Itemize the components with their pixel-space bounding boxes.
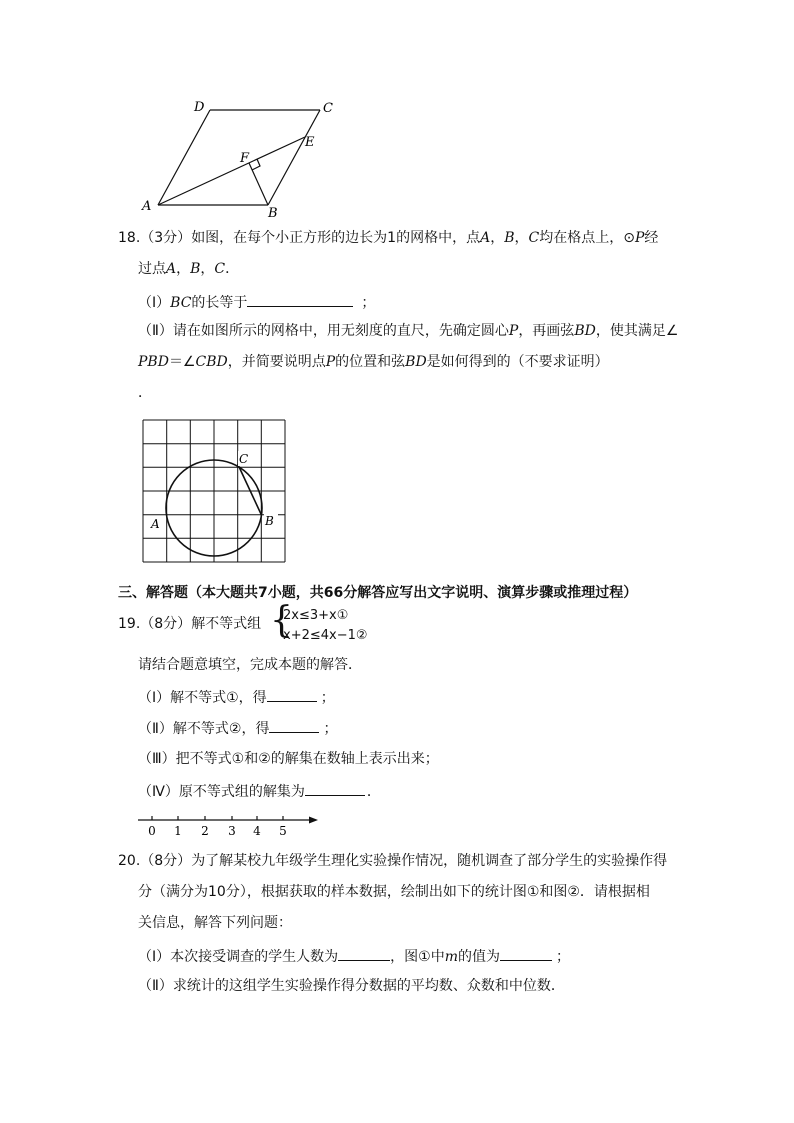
segment-bc-label: BC <box>170 295 192 311</box>
tick-3: 3 <box>228 824 236 838</box>
side-cb <box>268 110 320 205</box>
point-p-3: P <box>325 354 336 370</box>
q20-part2: （Ⅱ）求统计的这组学生实验操作得分数据的平均数、众数和中位数． <box>138 978 565 994</box>
q20-part1-blank2[interactable] <box>500 946 552 961</box>
q20-line3: 关信息，解答下列问题： <box>138 915 292 931</box>
q19-part2-text: （Ⅱ）解不等式②，得 <box>138 721 270 737</box>
q20-part1-c: 的值为 <box>457 949 500 965</box>
q18-line2-end: ． <box>225 261 240 277</box>
q19-number: 19. <box>118 616 141 632</box>
system-brace: { <box>270 600 293 641</box>
q20-part1-end: ； <box>555 949 570 965</box>
segment-bf <box>249 163 268 205</box>
grid-label-a: A <box>151 517 160 531</box>
point-a-2: A <box>166 261 177 277</box>
point-b: B <box>504 230 515 246</box>
q19-part1-text: （Ⅰ）解不等式①，得 <box>138 690 267 706</box>
q19-part2-end: ； <box>323 721 338 737</box>
grid-label-b: B <box>265 514 274 528</box>
ineq-2: x+2≤4x−1② <box>283 628 368 643</box>
q18-part1 <box>138 292 375 312</box>
q18-part2-text-a: 请在如图所示的网格中，用无刻度的直尺，先确定圆心 <box>172 323 509 339</box>
tick-5: 5 <box>279 824 287 838</box>
q19-intro: 请结合题意填空，完成本题的解答． <box>138 657 362 673</box>
q20-line1 <box>118 852 667 870</box>
tick-0: 0 <box>148 824 156 838</box>
q19-part4 <box>138 781 381 801</box>
q19-part4-blank[interactable] <box>305 781 365 796</box>
q18-part2-label: （Ⅱ） <box>138 323 173 339</box>
q19-part1-blank[interactable] <box>267 687 317 702</box>
q18-dot: ． <box>138 385 152 401</box>
q18-eq: ＝∠ <box>168 354 196 370</box>
tick-2: 2 <box>201 824 209 838</box>
label-d: D <box>194 100 205 115</box>
q18-part1-text: 的长等于 <box>191 295 248 311</box>
q19-score: （8分） <box>140 616 192 632</box>
q18-part2-text-b: ，再画弦 <box>518 323 575 339</box>
q19-part1 <box>138 687 335 707</box>
q20-part1 <box>138 946 570 966</box>
label-f: F <box>240 151 250 166</box>
label-a: A <box>142 199 152 214</box>
q18-part2-text-c: ，使其满足∠ <box>595 323 679 339</box>
point-p-2: P <box>508 323 519 339</box>
q18-stem-a: 如图，在每个小正方形的边长为1的网格中，点 <box>191 230 481 246</box>
point-p: P <box>634 230 645 246</box>
section-heading: 三、解答题（本大题共7小题，共66分解答应写出文字说明、演算步骤或推理过程） <box>118 585 638 601</box>
q19-part4-text: （Ⅳ）原不等式组的解集为 <box>138 784 305 800</box>
parallelogram-figure <box>130 95 333 221</box>
q19-stem-text: 解不等式组 <box>191 616 262 632</box>
point-b-2: B <box>190 261 201 277</box>
q20-score: （8分） <box>140 853 192 869</box>
q18-part2-line2 <box>138 353 609 371</box>
q19-part1-end: ； <box>320 690 335 706</box>
q19-part4-end: ． <box>366 784 381 800</box>
angle-cbd: CBD <box>195 354 228 370</box>
q19-part3: （Ⅲ）把不等式①和②的解集在数轴上表示出来； <box>138 751 439 767</box>
q20-part1-b: ，图①中 <box>390 949 445 965</box>
q18-number: 18. <box>118 230 141 246</box>
tick-4: 4 <box>253 824 261 838</box>
q18-part1-label: （Ⅰ） <box>138 295 171 311</box>
point-c: C <box>528 230 540 246</box>
q20-part1-a: （Ⅰ）本次接受调查的学生人数为 <box>138 949 339 965</box>
q18-part2-text-f: 是如何得到的（不要求证明） <box>426 354 609 370</box>
q18-stem-c: 经 <box>644 230 659 246</box>
q20-part1-blank1[interactable] <box>338 946 390 961</box>
arrow-right-icon <box>309 817 318 824</box>
q18-line2: 过点A，B，C． <box>138 261 240 277</box>
tick-1: 1 <box>174 824 182 838</box>
angle-pbd: PBD <box>138 354 169 370</box>
point-a: A <box>480 230 491 246</box>
q18-part1-end: ； <box>361 295 376 311</box>
grid-label-c: C <box>239 452 249 466</box>
q18-part2-text-d: ，并简要说明点 <box>227 354 326 370</box>
q18-line1: 18.（3分）如图，在每个小正方形的边长为1的网格中，点A，B，C均在格点上，⊙P经 <box>118 230 659 246</box>
grid-figure <box>140 417 290 567</box>
q18-stem-b: 均在格点上，⊙ <box>539 230 635 246</box>
q18-part1-blank[interactable] <box>247 292 353 307</box>
ineq-1: 2x≤3+x① <box>283 608 349 623</box>
chord-bd: BD <box>574 323 596 339</box>
q18-part2-line1 <box>138 322 678 340</box>
side-da <box>158 110 210 205</box>
q18-score: （3分） <box>140 230 192 246</box>
q19-stem <box>118 615 261 633</box>
q20-line2: 分（满分为10分），根据获取的样本数据，绘制出如下的统计图①和图②．请根据相 <box>138 884 650 900</box>
chord-bd-2: BD <box>405 354 427 370</box>
q19-part2 <box>138 718 337 738</box>
q20-number: 20. <box>118 853 141 869</box>
label-b: B <box>268 206 278 221</box>
segment-ae <box>158 137 305 205</box>
q20-line1-text: 为了解某校九年级学生理化实验操作情况，随机调查了部分学生的实验操作得 <box>191 853 668 869</box>
point-c-2: C <box>214 261 226 277</box>
q19-part2-blank[interactable] <box>269 718 319 733</box>
number-line <box>134 810 324 840</box>
q18-line2-text: 过点 <box>138 261 166 277</box>
var-m: m <box>444 949 458 965</box>
label-c: C <box>323 101 333 116</box>
label-e: E <box>305 135 315 150</box>
q18-part2-text-e: 的位置和弦 <box>335 354 406 370</box>
